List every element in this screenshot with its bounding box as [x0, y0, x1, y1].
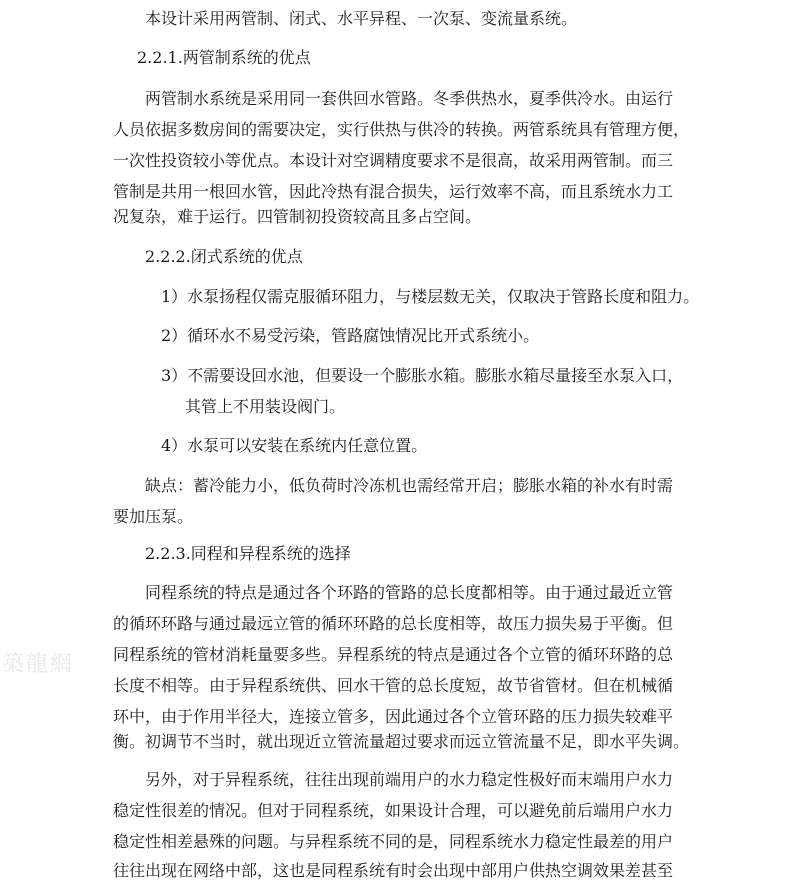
paragraph-line: 管制是共用一根回水管，因此冷热有混合损失，运行效率不高，而且系统水力工 — [113, 182, 674, 201]
section-heading: 2.2.2.闭式系统的优点 — [145, 247, 303, 266]
list-item: 1）水泵扬程仅需克服循环阻力，与楼层数无关，仅取决于管路长度和阻力。 — [161, 287, 700, 306]
section-heading: 2.2.3.同程和异程系统的选择 — [145, 544, 351, 563]
section-heading: 2.2.1.两管制系统的优点 — [137, 48, 311, 67]
paragraph-line: 况复杂，难于运行。四管制初投资较高且多占空间。 — [113, 207, 482, 226]
paragraph-line: 稳定性很差的情况。但对于同程系统，如果设计合理，可以避免前后端用户水力 — [113, 801, 674, 820]
list-item: 2）循环水不易受污染，管路腐蚀情况比开式系统小。 — [161, 326, 540, 345]
list-item-continuation: 其管上不用装设阀门。 — [185, 397, 346, 416]
paragraph-line: 环中，由于作用半径大，连接立管多，因此通过各个立管环路的压力损失较难平 — [113, 707, 674, 726]
paragraph-line: 同程系统的特点是通过各个环路的管路的总长度都相等。由于通过最近立管 — [145, 583, 674, 602]
paragraph-line: 人员依据多数房间的需要决定，实行供热与供冷的转换。两管系统具有管理方便， — [113, 120, 690, 139]
paragraph-line: 长度不相等。由于异程系统供、回水干管的总长度短，故节省管材。但在机械循 — [113, 676, 674, 695]
paragraph-line: 另外，对于异程系统，往往出现前端用户的水力稳定性极好而末端用户水力 — [145, 770, 674, 789]
paragraph-line: 本设计采用两管制、闭式、水平异程、一次泵、变流量系统。 — [145, 9, 578, 28]
paragraph-line: 的循环环路与通过最远立管的循环环路的总长度相等，故压力损失易于平衡。但 — [113, 614, 674, 633]
paragraph-line: 稳定性相差悬殊的问题。与异程系统不同的是，同程系统水力稳定性最差的用户 — [113, 832, 674, 851]
watermark-text: 築龍網 — [2, 652, 75, 677]
list-item: 4）水泵可以安装在系统内任意位置。 — [161, 436, 428, 455]
paragraph-line: 同程系统的管材消耗量要多些。异程系统的特点是通过各个立管的循环环路的总 — [113, 645, 674, 664]
paragraph-line: 往往出现在网络中部，这也是同程系统有时会出现中部用户供热空调效果差甚至 — [113, 861, 674, 880]
paragraph-line: 要加压泵。 — [113, 507, 194, 526]
paragraph-line: 缺点：蓄冷能力小，低负荷时冷冻机也需经常开启；膨胀水箱的补水有时需 — [145, 476, 674, 495]
paragraph-line: 两管制水系统是采用同一套供回水管路。冬季供热水，夏季供冷水。由运行 — [145, 89, 674, 108]
paragraph-line: 一次性投资较小等优点。本设计对空调精度要求不是很高，故采用两管制。而三 — [113, 151, 674, 170]
list-item: 3）不需要设回水池，但要设一个膨胀水箱。膨胀水箱尽量接至水泵入口， — [161, 366, 684, 385]
paragraph-line: 衡。初调节不当时，就出现近立管流量超过要求而远立管流量不足，即水平失调。 — [113, 732, 690, 751]
